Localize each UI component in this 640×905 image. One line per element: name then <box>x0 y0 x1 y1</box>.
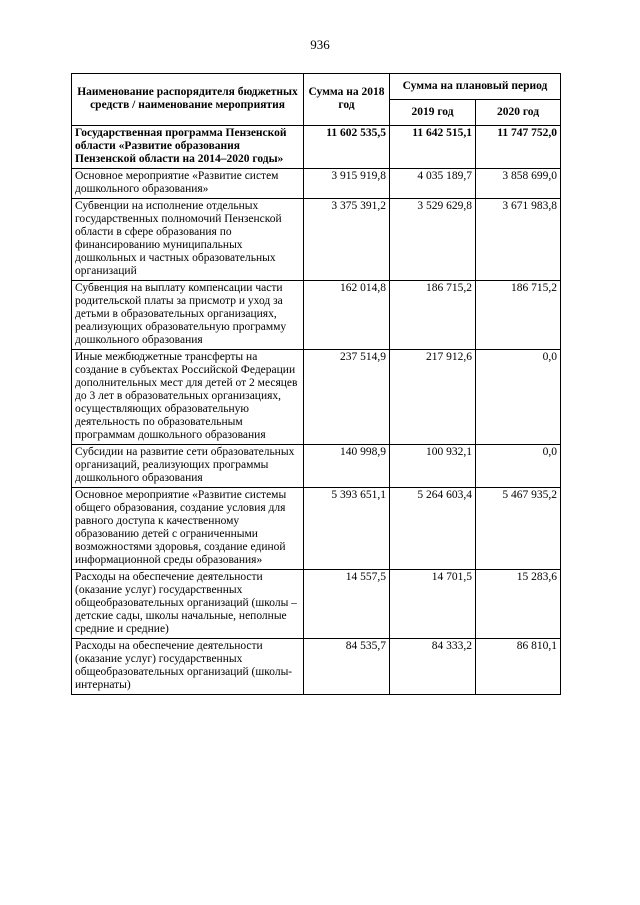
row-value-2020: 0,0 <box>476 445 561 488</box>
table-row <box>72 445 561 488</box>
row-value-2018: 11 602 535,5 <box>304 126 390 169</box>
row-value-2018: 84 535,7 <box>304 639 390 695</box>
row-name: Расходы на обеспечение деятельности (оказание услуг) государственных общеобразовательных организаций (школы – детские сады, школы начальные, неполные средние и средние) <box>72 570 304 639</box>
row-name: Расходы на обеспечение деятельности (оказание услуг) государственных общеобразовательных организаций (школы-интернаты) <box>72 639 304 695</box>
row-value-2019: 186 715,2 <box>390 281 476 350</box>
table-row <box>72 639 561 695</box>
row-name: Иные межбюджетные трансферты на создание в субъектах Российской Федерации дополнительных мест для детей от 2 месяцев до 3 лет в образовательных организациях, осуществляющих образовательную деятельность по образовательным программам дошкольного образования <box>72 350 304 445</box>
table-row <box>72 350 561 445</box>
row-value-2018: 3 375 391,2 <box>304 199 390 281</box>
row-name: Основное мероприятие «Развитие систем дошкольного образования» <box>72 169 304 199</box>
row-value-2019: 84 333,2 <box>390 639 476 695</box>
row-value-2020: 15 283,6 <box>476 570 561 639</box>
page-number: 936 <box>310 37 330 52</box>
row-value-2018: 237 514,9 <box>304 350 390 445</box>
row-name: Субсидии на развитие сети образовательных организаций, реализующих программы дошкольного образования <box>72 445 304 488</box>
row-value-2020: 3 671 983,8 <box>476 199 561 281</box>
column-header-2019: 2019 год <box>390 100 476 126</box>
row-name: Государственная программа Пензенской области «Развитие образования Пензенской области на 2014–2020 годы» <box>72 126 304 169</box>
row-value-2018: 162 014,8 <box>304 281 390 350</box>
row-value-2019: 5 264 603,4 <box>390 488 476 570</box>
row-name: Субвенция на выплату компенсации части родительской платы за присмотр и уход за детьми в образовательных организациях, реализующих образовательную программу дошкольного образования <box>72 281 304 350</box>
column-header-2020: 2020 год <box>476 100 561 126</box>
table-row <box>72 199 561 281</box>
row-value-2019: 11 642 515,1 <box>390 126 476 169</box>
row-value-2018: 3 915 919,8 <box>304 169 390 199</box>
table-row <box>72 281 561 350</box>
row-value-2018: 5 393 651,1 <box>304 488 390 570</box>
table-row-program-total <box>72 126 561 169</box>
row-value-2020: 86 810,1 <box>476 639 561 695</box>
column-header-planned-period: Сумма на плановый период <box>390 74 561 100</box>
table-row <box>72 488 561 570</box>
table-header-row <box>72 74 561 100</box>
table-row <box>72 570 561 639</box>
row-value-2020: 11 747 752,0 <box>476 126 561 169</box>
row-value-2020: 0,0 <box>476 350 561 445</box>
row-value-2018: 140 998,9 <box>304 445 390 488</box>
row-value-2019: 4 035 189,7 <box>390 169 476 199</box>
row-name: Субвенции на исполнение отдельных государственных полномочий Пензенской области в сфере образования по финансированию муниципальных дошкольных и частных образовательных организаций <box>72 199 304 281</box>
row-value-2020: 3 858 699,0 <box>476 169 561 199</box>
row-name: Основное мероприятие «Развитие системы общего образования, создание условия для равного доступа к качественному образованию детей с ограниченными возможностями здоровья, создание единой информационной среды образования» <box>72 488 304 570</box>
row-value-2020: 186 715,2 <box>476 281 561 350</box>
column-header-name: Наименование распорядителя бюджетных средств / наименование мероприятия <box>72 74 304 126</box>
row-value-2019: 3 529 629,8 <box>390 199 476 281</box>
row-value-2019: 217 912,6 <box>390 350 476 445</box>
table-row <box>72 169 561 199</box>
row-value-2020: 5 467 935,2 <box>476 488 561 570</box>
row-value-2018: 14 557,5 <box>304 570 390 639</box>
budget-table <box>71 73 561 695</box>
row-value-2019: 100 932,1 <box>390 445 476 488</box>
row-value-2019: 14 701,5 <box>390 570 476 639</box>
column-header-sum-2018: Сумма на 2018 год <box>304 74 390 126</box>
